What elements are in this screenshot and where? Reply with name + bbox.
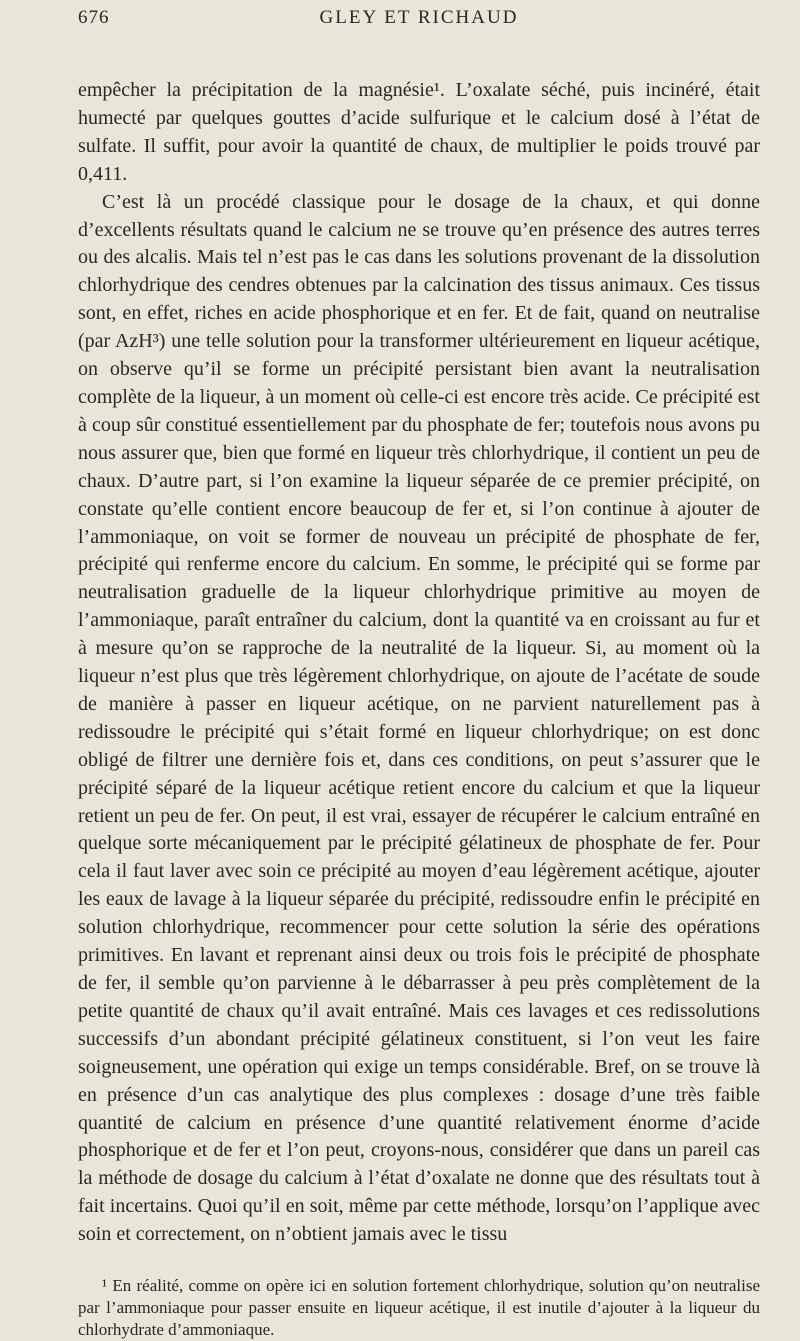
running-title: GLEY ET RICHAUD <box>319 7 519 28</box>
paragraph-continued: empêcher la précipitation de la magnésie¹. L’oxalate séché, puis incinéré, était humecté par quelques gouttes d’acide sulfurique et le calcium dosé à l’état de sulfate. Il suffit, pour avoir la quantité de chaux, de multiplier le poids trouvé par 0,411. <box>78 79 760 185</box>
paragraph: C’est là un procédé classique pour le dosage de la chaux, et qui donne d’excellents résultats quand le calcium ne se trouve qu’en présence des autres terres ou des alcalis. Mais tel n’est pas le cas dans les solutions provenant de la dissolution chlorhydrique des cendres obtenues par la calcination des tissus animaux. Ces tissus sont, en effet, riches en acide phosphorique et en fer. Et de fait, quand on neutralise (par AzH³) une telle solution pour la transformer ultérieurement en liqueur acétique, on observe qu’il se forme un précipité persistant bien avant la neutralisation complète de la liqueur, à un moment où celle-ci est encore très acide. Ce précipité est à coup sûr constitué essentiellement par du phosphate de fer; toutefois nous avons pu nous assurer que, bien que formé en liqueur très chlorhydrique, il contient un peu de chaux. D’autre part, si l’on examine la liqueur séparée de ce premier précipité, on constate qu’elle contient encore beaucoup de fer et, si l’on continue à ajouter de l’ammoniaque, on voit se former de nouveau un précipité de phosphate de fer, précipité qui renferme encore du calcium. En somme, le précipité qui se forme par neutralisation graduelle de la liqueur chlorhydrique primitive au moyen de l’ammoniaque, paraît entraîner du calcium, dont la quantité va en croissant au fur et à mesure qu’on se rapproche de la neutralité de la liqueur. Si, au moment où la liqueur n’est plus que très légèrement chlorhydrique, on ajoute de l’acétate de soude de manière à passer en liqueur acétique, on ne parvient naturellement pas à redissoudre le précipité qui s’était formé en liqueur chlorhydrique; on est donc obligé de filtrer une dernière fois et, dans ces conditions, on peut s’assurer que le précipité séparé de la liqueur acétique retient encore du calcium et que la liqueur retient un peu de fer. On peut, il est vrai, essayer de récupérer le calcium entraîné en quelque sorte mécaniquement par le précipité gélatineux de phosphate de fer. Pour cela il faut laver avec soin ce précipité au moyen d’eau légèrement acétique, ajouter les eaux de lavage à la liqueur séparée du précipité, redissoudre enfin le précipité en solution chlorhydrique, recommencer pour cette solution la série des opérations primitives. En lavant et reprenant ainsi deux ou trois fois le précipité de phosphate de fer, il semble qu’on parvienne à le débarrasser à peu près complètement de la petite quantité de chaux qu’il avait entraîné. Mais ces lavages et ces redissolutions successifs d’un abondant précipité gélatineux constituent, si l’on veut les faire soigneusement, une opération qui exige un temps considérable. Bref, on se trouve là en présence d’un cas analytique des plus complexes : dosage d’une très faible quantité de calcium en présence d’une quantité relativement énorme d’acide phosphorique et de fer et l’on peut, croyons-nous, considérer que dans un pareil cas la méthode de dosage du calcium à l’état d’oxalate ne donne que des résultats tout à fait incertains. Quoi qu’il en soit, même par cette méthode, lorsqu’on l’applique avec soin et correctement, on n’obtient jamais avec le tissu <box>78 190 760 1246</box>
running-head <box>78 0 760 40</box>
footnote: ¹ En réalité, comme on opère ici en solution fortement chlorhydrique, solution qu’on neutralise par l’ammoniaque pour passer ensuite en liqueur acétique, il est inutile d’ajouter à la liqueur du chlorhydrate d’ammoniaque. <box>78 1276 760 1340</box>
page-number: 676 <box>78 7 110 28</box>
body-text <box>78 77 760 1249</box>
